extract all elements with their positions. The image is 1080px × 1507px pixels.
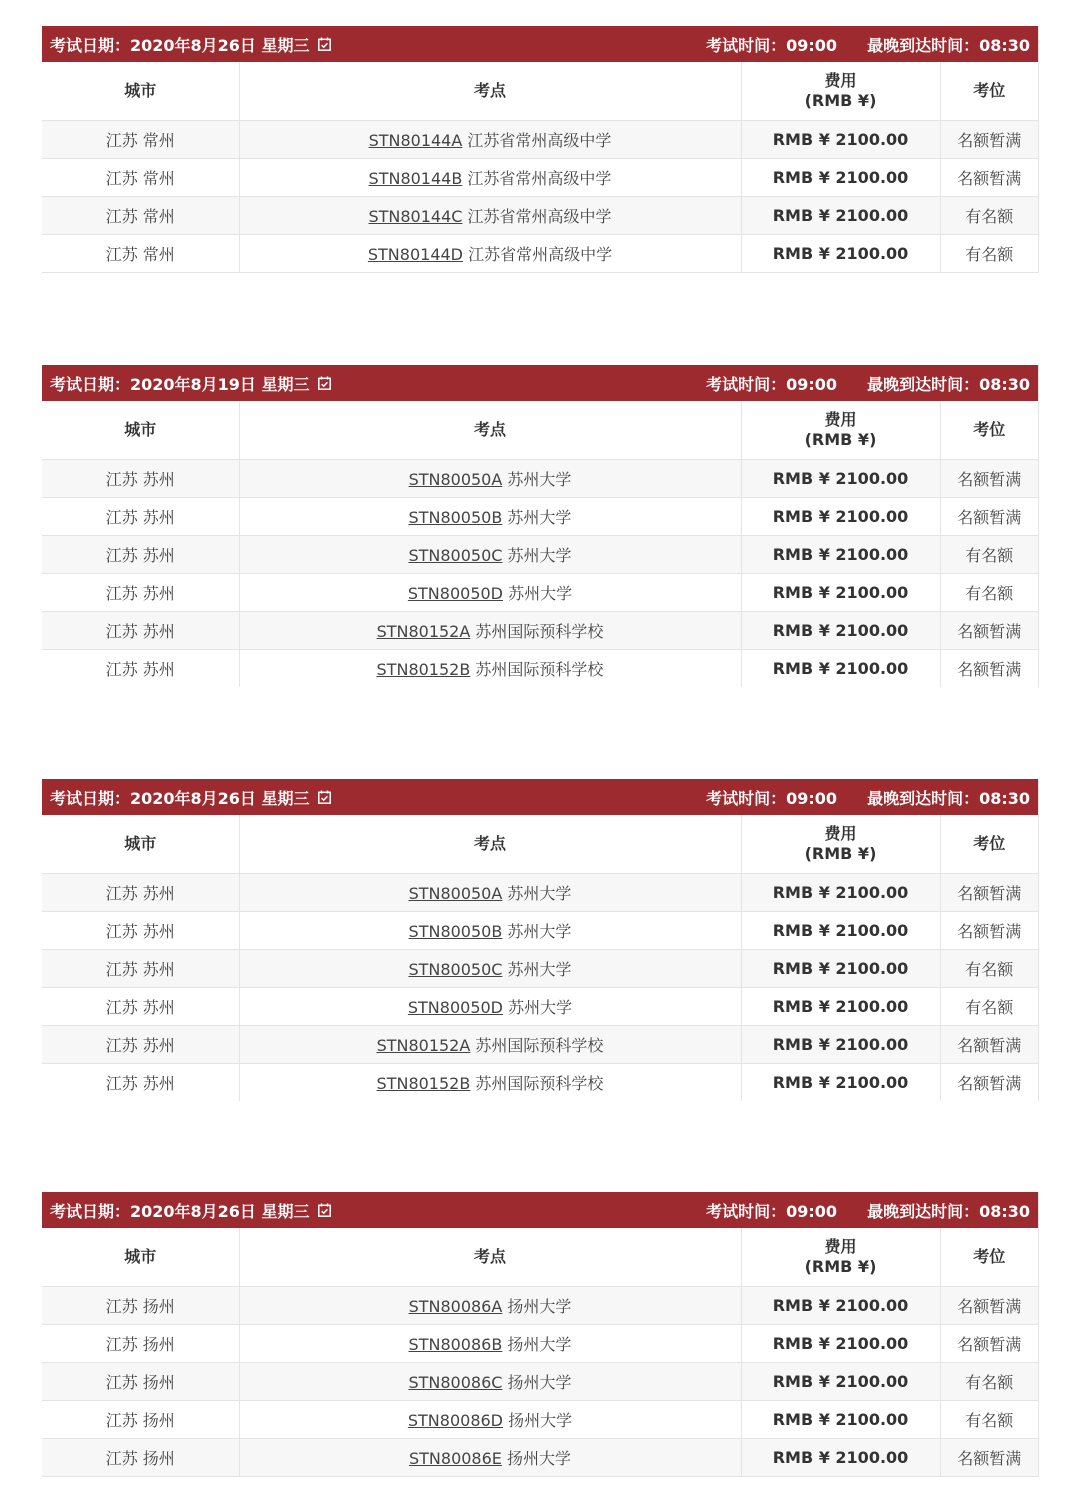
site-cell — [239, 121, 741, 159]
city-cell: 江苏 苏州 — [42, 874, 239, 912]
fee-cell: RMB ¥ 2100.00 — [741, 1401, 940, 1439]
fee-cell: RMB ¥ 2100.00 — [741, 1325, 940, 1363]
test-center-table — [42, 401, 1038, 687]
fee-cell: RMB ¥ 2100.00 — [741, 874, 940, 912]
exam-date: 考试日期：2020年8月26日 星期三 — [50, 788, 310, 808]
table-row — [42, 1026, 1038, 1064]
site-name: 苏州大学 — [508, 998, 573, 1017]
seat-status-cell: 名额暂满 — [940, 159, 1038, 197]
fee-header-line2: (RMB ¥) — [804, 1257, 877, 1276]
seat-status-cell: 名额暂满 — [940, 1026, 1038, 1064]
site-name: 苏州大学 — [507, 922, 572, 941]
site-name: 江苏省常州高级中学 — [467, 131, 612, 150]
site-name: 江苏省常州高级中学 — [468, 245, 613, 264]
site-cell — [239, 1401, 741, 1439]
city-cell: 江苏 苏州 — [42, 1026, 239, 1064]
table-row — [42, 1287, 1038, 1325]
latest-arrival-time: 最晚到达时间：08:30 — [867, 35, 1030, 55]
site-cell — [239, 1064, 741, 1102]
column-header-fee — [741, 815, 940, 874]
exam-date: 考试日期：2020年8月26日 星期三 — [50, 1201, 310, 1221]
site-cell — [239, 874, 741, 912]
table-row — [42, 1401, 1038, 1439]
table-row — [42, 536, 1038, 574]
city-cell: 江苏 常州 — [42, 121, 239, 159]
seat-status-cell: 名额暂满 — [940, 612, 1038, 650]
site-code-link[interactable]: STN80152B — [376, 660, 471, 679]
city-cell: 江苏 扬州 — [42, 1363, 239, 1401]
column-header-seat: 考位 — [940, 62, 1038, 121]
seat-status-cell: 有名额 — [940, 197, 1038, 235]
city-cell: 江苏 苏州 — [42, 460, 239, 498]
site-cell — [239, 498, 741, 536]
table-row — [42, 950, 1038, 988]
calendar-check-icon — [318, 790, 331, 804]
site-cell — [239, 988, 741, 1026]
latest-arrival-time: 最晚到达时间：08:30 — [867, 1201, 1030, 1221]
site-code-link[interactable]: STN80050C — [408, 546, 503, 565]
table-header-row — [42, 62, 1038, 121]
site-cell — [239, 197, 741, 235]
test-center-table — [42, 62, 1038, 273]
site-cell — [239, 1287, 741, 1325]
fee-cell: RMB ¥ 2100.00 — [741, 197, 940, 235]
city-cell: 江苏 苏州 — [42, 1064, 239, 1102]
city-cell: 江苏 扬州 — [42, 1401, 239, 1439]
site-code-link[interactable]: STN80086E — [408, 1449, 502, 1468]
seat-status-cell: 名额暂满 — [940, 650, 1038, 688]
session-header-bar — [42, 26, 1038, 62]
seat-status-cell: 有名额 — [940, 1401, 1038, 1439]
exam-time: 考试时间：09:00 — [706, 788, 838, 808]
city-cell: 江苏 苏州 — [42, 612, 239, 650]
seat-status-cell: 有名额 — [940, 235, 1038, 273]
seat-status-cell: 名额暂满 — [940, 1325, 1038, 1363]
site-code-link[interactable]: STN80050C — [408, 960, 503, 979]
table-header-row — [42, 1228, 1038, 1287]
fee-cell: RMB ¥ 2100.00 — [741, 612, 940, 650]
site-code-link[interactable]: STN80144A — [368, 131, 463, 150]
site-name: 苏州大学 — [507, 470, 572, 489]
site-code-link[interactable]: STN80086A — [408, 1297, 503, 1316]
city-cell: 江苏 苏州 — [42, 912, 239, 950]
site-code-link[interactable]: STN80152A — [376, 1036, 471, 1055]
column-header-seat: 考位 — [940, 1228, 1038, 1287]
city-cell: 江苏 常州 — [42, 159, 239, 197]
fee-cell: RMB ¥ 2100.00 — [741, 460, 940, 498]
fee-cell: RMB ¥ 2100.00 — [741, 1064, 940, 1102]
seat-status-cell: 名额暂满 — [940, 1439, 1038, 1477]
site-name: 扬州大学 — [507, 1335, 572, 1354]
exam-session-3 — [42, 779, 1039, 1101]
table-row — [42, 1363, 1038, 1401]
seat-status-cell: 名额暂满 — [940, 460, 1038, 498]
session-header-bar — [42, 779, 1038, 815]
exam-time: 考试时间：09:00 — [706, 35, 838, 55]
seat-status-cell: 有名额 — [940, 536, 1038, 574]
site-cell — [239, 536, 741, 574]
site-cell — [239, 1439, 741, 1477]
site-name: 苏州大学 — [507, 884, 572, 903]
site-code-link[interactable]: STN80086C — [408, 1373, 503, 1392]
calendar-check-icon — [318, 37, 331, 51]
session-header-bar — [42, 365, 1038, 401]
site-name: 苏州大学 — [507, 960, 572, 979]
table-row — [42, 874, 1038, 912]
exam-session-4 — [42, 1192, 1039, 1477]
test-center-table — [42, 815, 1038, 1101]
fee-cell: RMB ¥ 2100.00 — [741, 1287, 940, 1325]
column-header-fee — [741, 62, 940, 121]
seat-status-cell: 名额暂满 — [940, 121, 1038, 159]
city-cell: 江苏 苏州 — [42, 950, 239, 988]
site-code-link[interactable]: STN80152B — [376, 1074, 471, 1093]
column-header-city: 城市 — [42, 815, 239, 874]
table-row — [42, 498, 1038, 536]
table-header-row — [42, 815, 1038, 874]
site-cell — [239, 460, 741, 498]
table-row — [42, 159, 1038, 197]
site-cell — [239, 574, 741, 612]
site-code-link[interactable]: STN80050D — [407, 584, 503, 603]
site-cell — [239, 1363, 741, 1401]
latest-arrival-time: 最晚到达时间：08:30 — [867, 788, 1030, 808]
fee-header-line2: (RMB ¥) — [804, 844, 877, 863]
city-cell: 江苏 常州 — [42, 235, 239, 273]
exam-time: 考试时间：09:00 — [706, 374, 838, 394]
exam-date: 考试日期：2020年8月19日 星期三 — [50, 374, 310, 394]
table-row — [42, 197, 1038, 235]
site-code-link[interactable]: STN80050A — [408, 884, 503, 903]
city-cell: 江苏 苏州 — [42, 574, 239, 612]
calendar-check-icon — [318, 1203, 331, 1217]
city-cell: 江苏 苏州 — [42, 988, 239, 1026]
table-row — [42, 650, 1038, 688]
site-cell — [239, 1026, 741, 1064]
site-name: 扬州大学 — [507, 1297, 572, 1316]
table-row — [42, 988, 1038, 1026]
seat-status-cell: 有名额 — [940, 988, 1038, 1026]
fee-cell: RMB ¥ 2100.00 — [741, 650, 940, 688]
column-header-site: 考点 — [239, 401, 741, 460]
fee-header-line2: (RMB ¥) — [804, 91, 877, 110]
calendar-check-icon — [318, 376, 331, 390]
table-row — [42, 460, 1038, 498]
fee-header-line2: (RMB ¥) — [804, 430, 877, 449]
fee-cell: RMB ¥ 2100.00 — [741, 1363, 940, 1401]
table-row — [42, 1439, 1038, 1477]
site-cell — [239, 650, 741, 688]
site-name: 苏州国际预科学校 — [475, 660, 604, 679]
site-name: 扬州大学 — [506, 1449, 571, 1468]
site-cell — [239, 235, 741, 273]
fee-header-line1: 费用 — [824, 824, 857, 843]
seat-status-cell: 名额暂满 — [940, 1064, 1038, 1102]
city-cell: 江苏 扬州 — [42, 1439, 239, 1477]
site-name: 扬州大学 — [508, 1411, 573, 1430]
city-cell: 江苏 扬州 — [42, 1287, 239, 1325]
site-name: 苏州大学 — [507, 508, 572, 527]
site-code-link[interactable]: STN80050A — [408, 470, 503, 489]
column-header-city: 城市 — [42, 62, 239, 121]
fee-cell: RMB ¥ 2100.00 — [741, 912, 940, 950]
city-cell: 江苏 苏州 — [42, 650, 239, 688]
fee-cell: RMB ¥ 2100.00 — [741, 498, 940, 536]
column-header-seat: 考位 — [940, 401, 1038, 460]
site-code-link[interactable]: STN80050B — [408, 922, 503, 941]
site-name: 苏州大学 — [507, 546, 572, 565]
site-cell — [239, 1325, 741, 1363]
column-header-fee — [741, 1228, 940, 1287]
column-header-site: 考点 — [239, 815, 741, 874]
exam-session-1 — [42, 26, 1039, 273]
site-code-link[interactable]: STN80086D — [407, 1411, 503, 1430]
site-name: 苏州国际预科学校 — [475, 622, 604, 641]
site-code-link[interactable]: STN80050D — [407, 998, 503, 1017]
column-header-site: 考点 — [239, 1228, 741, 1287]
fee-cell: RMB ¥ 2100.00 — [741, 950, 940, 988]
site-cell — [239, 950, 741, 988]
site-cell — [239, 912, 741, 950]
site-name: 苏州国际预科学校 — [475, 1074, 604, 1093]
city-cell: 江苏 常州 — [42, 197, 239, 235]
city-cell: 江苏 苏州 — [42, 536, 239, 574]
column-header-city: 城市 — [42, 401, 239, 460]
site-name: 扬州大学 — [507, 1373, 572, 1392]
exam-session-2 — [42, 365, 1039, 687]
site-cell — [239, 159, 741, 197]
seat-status-cell: 名额暂满 — [940, 1287, 1038, 1325]
fee-cell: RMB ¥ 2100.00 — [741, 536, 940, 574]
fee-cell: RMB ¥ 2100.00 — [741, 988, 940, 1026]
table-row — [42, 121, 1038, 159]
fee-cell: RMB ¥ 2100.00 — [741, 1026, 940, 1064]
seat-status-cell: 名额暂满 — [940, 874, 1038, 912]
session-header-bar — [42, 1192, 1038, 1228]
exam-date: 考试日期：2020年8月26日 星期三 — [50, 35, 310, 55]
seat-status-cell: 名额暂满 — [940, 498, 1038, 536]
fee-cell: RMB ¥ 2100.00 — [741, 1439, 940, 1477]
seat-status-cell: 名额暂满 — [940, 912, 1038, 950]
column-header-city: 城市 — [42, 1228, 239, 1287]
fee-cell: RMB ¥ 2100.00 — [741, 574, 940, 612]
table-header-row — [42, 401, 1038, 460]
table-row — [42, 235, 1038, 273]
city-cell: 江苏 苏州 — [42, 498, 239, 536]
site-name: 苏州大学 — [508, 584, 573, 603]
site-code-link[interactable]: STN80050B — [408, 508, 503, 527]
table-row — [42, 574, 1038, 612]
site-cell — [239, 612, 741, 650]
seat-status-cell: 有名额 — [940, 950, 1038, 988]
exam-time: 考试时间：09:00 — [706, 1201, 838, 1221]
seat-status-cell: 有名额 — [940, 1363, 1038, 1401]
fee-cell: RMB ¥ 2100.00 — [741, 121, 940, 159]
latest-arrival-time: 最晚到达时间：08:30 — [867, 374, 1030, 394]
fee-header-line1: 费用 — [824, 410, 857, 429]
site-code-link[interactable]: STN80086B — [408, 1335, 503, 1354]
test-center-table — [42, 1228, 1038, 1477]
fee-cell: RMB ¥ 2100.00 — [741, 235, 940, 273]
table-row — [42, 1325, 1038, 1363]
fee-cell: RMB ¥ 2100.00 — [741, 159, 940, 197]
table-row — [42, 1064, 1038, 1102]
table-row — [42, 612, 1038, 650]
column-header-site: 考点 — [239, 62, 741, 121]
column-header-seat: 考位 — [940, 815, 1038, 874]
column-header-fee — [741, 401, 940, 460]
fee-header-line1: 费用 — [824, 1237, 857, 1256]
site-code-link[interactable]: STN80144B — [368, 169, 463, 188]
site-name: 江苏省常州高级中学 — [467, 207, 612, 226]
site-code-link[interactable]: STN80144D — [367, 245, 463, 264]
site-code-link[interactable]: STN80152A — [376, 622, 471, 641]
table-row — [42, 912, 1038, 950]
city-cell: 江苏 扬州 — [42, 1325, 239, 1363]
seat-status-cell: 有名额 — [940, 574, 1038, 612]
fee-header-line1: 费用 — [824, 71, 857, 90]
site-name: 苏州国际预科学校 — [475, 1036, 604, 1055]
site-code-link[interactable]: STN80144C — [368, 207, 463, 226]
site-name: 江苏省常州高级中学 — [467, 169, 612, 188]
